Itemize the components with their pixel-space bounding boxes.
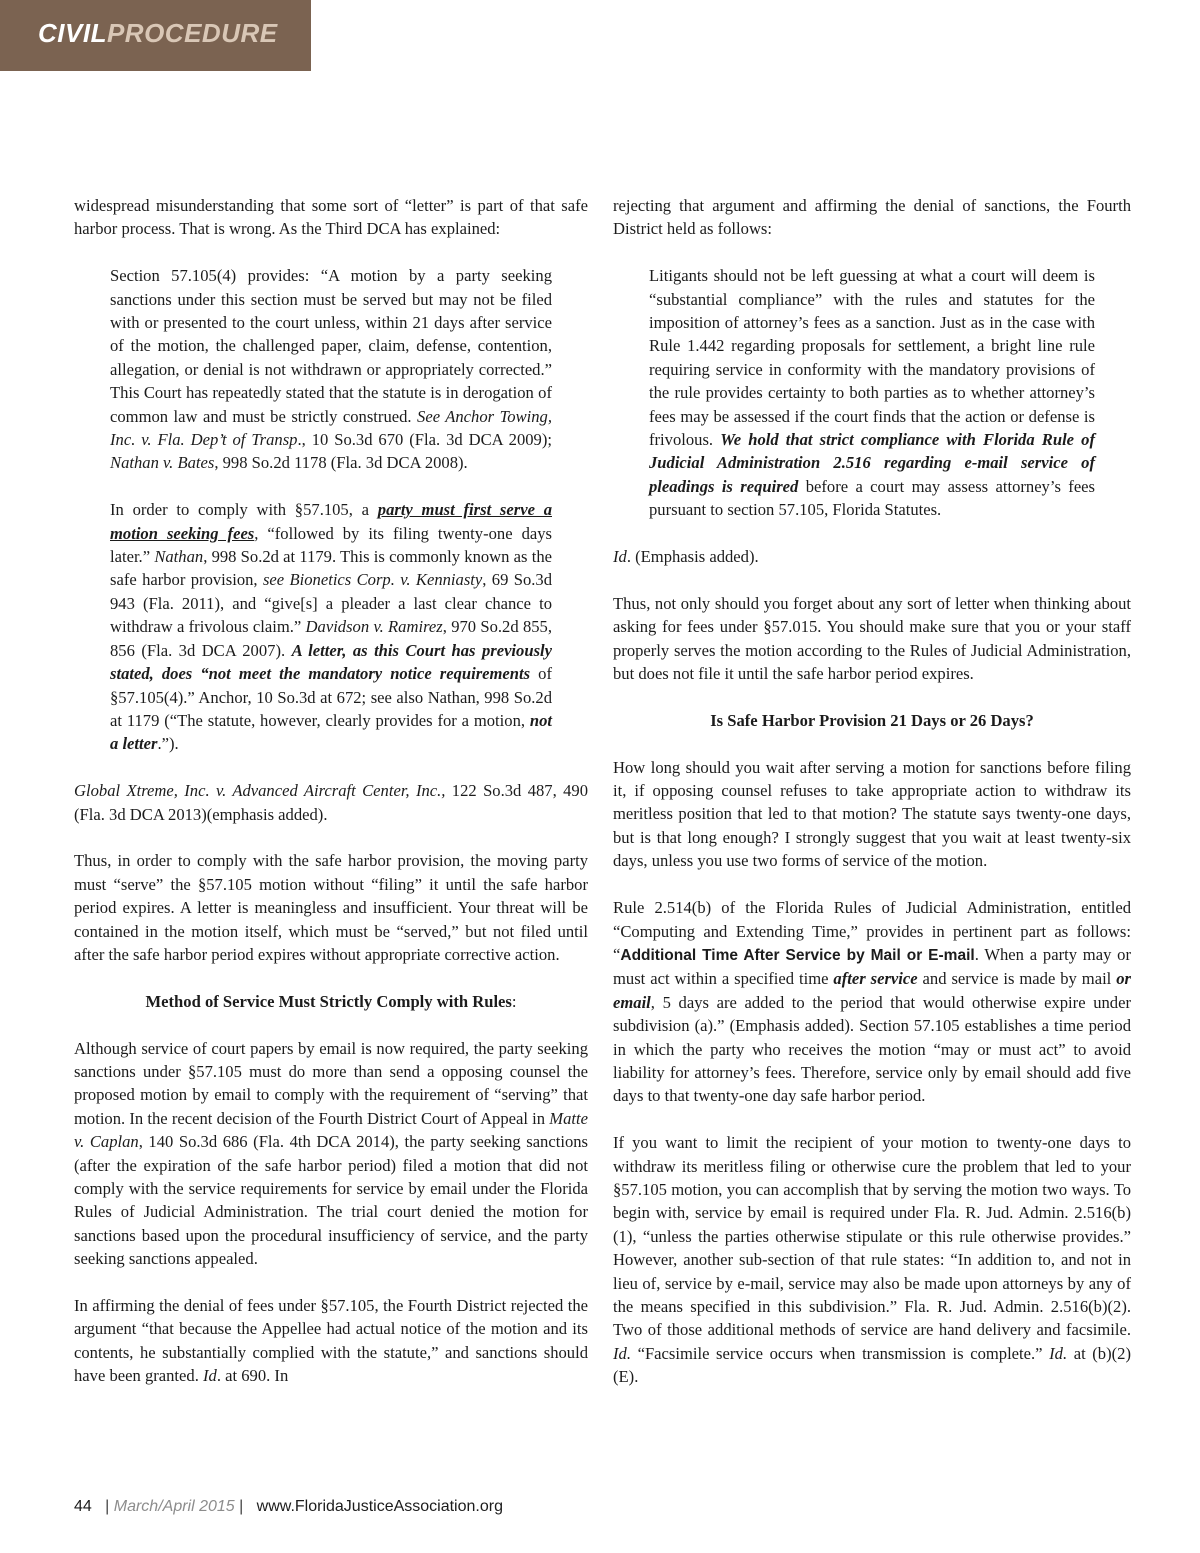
page-footer bbox=[74, 1498, 503, 1522]
block-quote: Litigants should not be left guessing at what a court will deem is “substantial compliance” with the rules and statutes for the imposition of attorney’s fees as a sanction. Just as in the case with Rule 1.442 regarding proposals for settlement, a bright line rule requiring service in conformity with the mandatory provisions of the rule provides certainty to both parties as to whether attorney’s fees may be assessed if the court finds that the action or defense is frivolous. We hold that strict compliance with Florida Rule of Judicial Administration 2.516 regarding e-mail service of pleadings is required before a court may assess attorney’s fees pursuant to section 57.105, Florida Statutes. bbox=[649, 266, 1096, 520]
case-citation: see Bionetics Corp. v. Kenniasty bbox=[262, 570, 483, 590]
left-column bbox=[74, 194, 588, 1388]
case-citation: See Anchor Towing, Inc. v. Fla. Dep’t of Transp bbox=[110, 406, 552, 450]
paragraph: Thus, not only should you forget about any sort of letter when thinking about asking for fees under §57.015. You should make sure that you or your staff properly serves the motion according to the Rules of Judicial Administration, but does not file it until the safe harbor period expires. bbox=[613, 593, 1131, 684]
citation-paragraph: Id. (Emphasis added). bbox=[613, 547, 759, 567]
footer-separator: | bbox=[105, 1498, 110, 1515]
paragraph: widespread misunderstanding that some sort of “letter” is part of that safe harbor process. That is wrong. As the Third DCA has explained: bbox=[74, 196, 588, 239]
emphasis: A letter, as this Court has previously stated, does “not meet the mandatory notice requirements bbox=[110, 640, 553, 684]
paragraph: If you want to limit the recipient of your motion to twenty-one days to withdraw its meritless filing or otherwise cure the problem that led to your §57.105 motion, you can accomplish that by serving the motion two ways. To begin with, service by email is required under Fla. R. Jud. Admin. 2.516(b)(1), “unless the parties otherwise stipulate or this rule otherwise provides.” However, another sub-section of that rule states: “In addition to, and not in lieu of, service by e-mail, service may also be made upon attorneys by any of the means specified in this subdivision.” Fla. R. Jud. Admin. 2.516(b)(2). Two of those additional methods of service are hand delivery and facsimile. Id. “Facsimile service occurs when transmission is complete.” Id. at (b)(2)(E). bbox=[613, 1133, 1131, 1387]
paragraph: rejecting that argument and affirming the denial of sanctions, the Fourth District held as follows: bbox=[613, 196, 1131, 239]
footer-separator: | bbox=[239, 1498, 244, 1515]
section-title-part1: CIVIL bbox=[38, 18, 107, 48]
paragraph: Rule 2.514(b) of the Florida Rules of Judicial Administration, entitled “Computing and Extending Time,” provides in pertinent part as follows: “Additional Time After Service by Mail or E-mail. When a party may or must act within a specified time after service and service is made by mail or email, 5 days are added to the period that would otherwise expire under subdivision (a).” (Emphasis added). Section 57.105 establishes a time period in which the party who receives the motion “may or must act” to avoid liability for attorney’s fees. Therefore, service only by email should add five days to that twenty-one day safe harbor period. bbox=[613, 898, 1131, 1106]
section-title-part2: PROCEDURE bbox=[106, 18, 278, 48]
case-citation: Id. bbox=[1049, 1343, 1068, 1363]
page-number: 44 bbox=[74, 1498, 92, 1515]
case-citation: Id bbox=[613, 547, 627, 567]
right-column bbox=[613, 194, 1131, 1389]
website-link[interactable]: www.FloridaJusticeAssociation.org bbox=[256, 1498, 503, 1515]
block-quote: In order to comply with §57.105, a party must first serve a motion seeking fees, “followed by its filing twenty-one days later.” Nathan, 998 So.2d at 1179. This is commonly known as the safe harbor provision, see Bionetics Corp. v. Kenniasty, 69 So.3d 943 (Fla. 2011), and “give[s] a pleader a last clear chance to withdraw a frivolous claim.” Davidson v. Ramirez, 970 So.2d 855, 856 (Fla. 3d DCA 2007). A letter, as this Court has previously stated, does “not meet the mandatory notice requirements of §57.105(4).” Anchor, 10 So.3d at 672; see also Nathan, 998 So.2d at 1179 (“The statute, however, clearly provides for a motion, not a letter.”). bbox=[110, 500, 553, 754]
paragraph: How long should you wait after serving a motion for sanctions before filing it, if opposing counsel refuses to take appropriate action to withdraw its meritless position that led to that motion? The statute says twenty-one days, but is that long enough? I strongly suggest that you wait at least twenty-six days, unless you use two forms of service of the motion. bbox=[613, 757, 1131, 871]
case-citation: Davidson v. Ramirez bbox=[305, 617, 443, 637]
rule-heading: Additional Time After Service by Mail or E-mail bbox=[620, 946, 975, 964]
section-heading: Method of Service Must Strictly Comply with Rules: bbox=[145, 991, 517, 1011]
paragraph: In affirming the denial of fees under §57.105, the Fourth District rejected the argument “that because the Appellee had actual notice of the motion and its contents, he substantially complied with the statute,” and sanctions should have been granted. Id. at 690. In bbox=[74, 1295, 588, 1386]
emphasis: party must first serve a motion seeking fees bbox=[110, 500, 552, 543]
case-citation: Nathan bbox=[154, 547, 204, 567]
case-citation: Nathan v. Bates bbox=[110, 453, 215, 473]
emphasis: not a letter bbox=[110, 710, 552, 754]
citation-paragraph: Global Xtreme, Inc. v. Advanced Aircraft Center, Inc., 122 So.3d 487, 490 (Fla. 3d DCA 2013)(emphasis added). bbox=[74, 781, 588, 824]
block-quote: Section 57.105(4) provides: “A motion by a party seeking sanctions under this section must be served but may not be filed with or presented to the court unless, within 21 days after service of the motion, the challenged paper, claim, defense, contention, allegation, or denial is not withdrawn or appropriately corrected.” This Court has repeatedly stated that the statute is in derogation of common law and must be strictly construed. See Anchor Towing, Inc. v. Fla. Dep’t of Transp., 10 So.3d 670 (Fla. 3d DCA 2009); Nathan v. Bates, 998 So.2d 1178 (Fla. 3d DCA 2008). bbox=[110, 266, 552, 473]
emphasis: or email bbox=[613, 969, 1131, 1012]
case-citation: Matte v. Caplan bbox=[74, 1108, 588, 1152]
section-banner bbox=[0, 0, 311, 71]
paragraph: Although service of court papers by email is now required, the party seeking sanctions under §57.105 must do more than send a opposing counsel the proposed motion by email to comply with the requirement of “serving” that motion. In the recent decision of the Fourth District Court of Appeal in Matte v. Caplan, 140 So.3d 686 (Fla. 4th DCA 2014), the party seeking sanctions (after the expiration of the safe harbor period) filed a motion that did not comply with the service requirements for service by email under the Florida Rules of Judicial Administration. The trial court denied the motion for sanctions based upon the procedural insufficiency of service, and the party seeking sanctions appealed. bbox=[74, 1038, 588, 1269]
paragraph: Thus, in order to comply with the safe harbor provision, the moving party must “serve” the §57.105 motion without “filing” it until the safe harbor period expires. A letter is meaningless and insufficient. Your threat will be contained in the motion itself, which must be “served,” but not filed until after the safe harbor period expires without appropriate corrective action. bbox=[74, 851, 588, 964]
section-heading: Is Safe Harbor Provision 21 Days or 26 Days? bbox=[710, 710, 1034, 730]
emphasis: after service bbox=[833, 969, 918, 989]
section-title bbox=[38, 18, 278, 49]
case-citation: Id bbox=[203, 1366, 217, 1386]
issue-date: March/April 2015 bbox=[113, 1498, 235, 1515]
emphasis: We hold that strict compliance with Florida Rule of Judicial Administration 2.516 regarding e-mail service of pleadings is required bbox=[649, 430, 1095, 496]
case-citation: Id. bbox=[613, 1343, 631, 1363]
case-citation: Global Xtreme, Inc. v. Advanced Aircraft Center, Inc., bbox=[74, 781, 446, 801]
